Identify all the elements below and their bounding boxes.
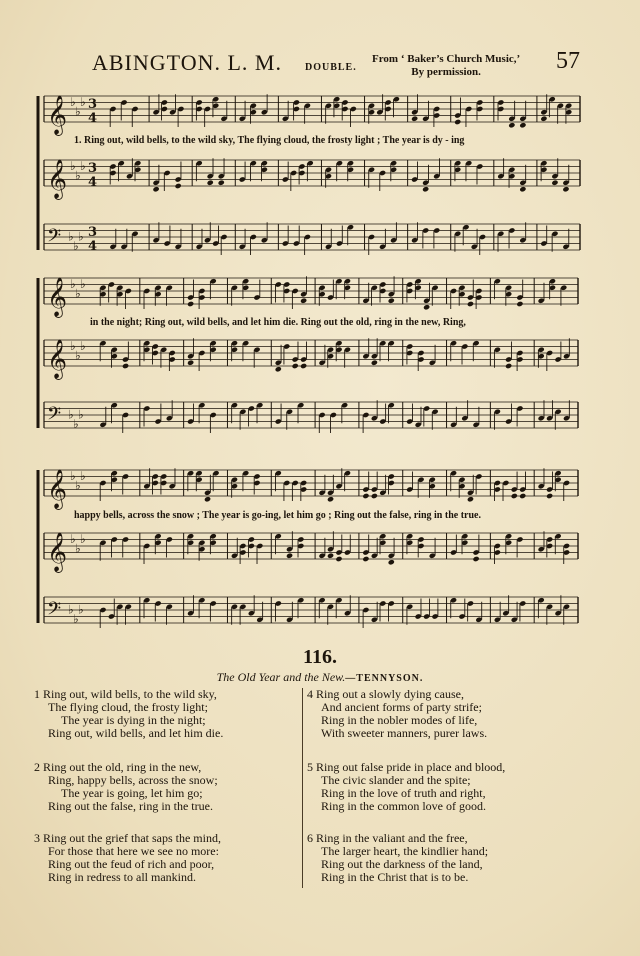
flat-sign: ♭ bbox=[75, 286, 81, 301]
verse-3 bbox=[34, 832, 221, 884]
flat-sign: ♭ bbox=[80, 338, 86, 353]
bass-clef: 𝄢 bbox=[47, 403, 62, 429]
note-head bbox=[187, 301, 194, 307]
hymn-title: The Old Year and the New. bbox=[216, 670, 346, 684]
note-head bbox=[300, 363, 307, 369]
treble-clef: 𝄞 bbox=[47, 276, 68, 317]
note-head bbox=[175, 183, 182, 189]
flat-sign: ♭ bbox=[70, 468, 76, 483]
verse-line: The larger heart, the kindlier hand; bbox=[321, 844, 489, 858]
note-head bbox=[472, 556, 479, 562]
verse-line: Ring out the darkness of the land, bbox=[321, 857, 483, 871]
note-head bbox=[371, 360, 378, 366]
verse-line: 6 Ring in the valiant and the free, bbox=[307, 831, 468, 845]
verse-line: 3 Ring out the grief that saps the mind, bbox=[34, 831, 221, 845]
flat-sign: ♭ bbox=[78, 229, 84, 244]
verse-1 bbox=[34, 688, 223, 740]
note-head bbox=[508, 122, 515, 128]
flat-sign: ♭ bbox=[80, 94, 86, 109]
note-head bbox=[292, 363, 299, 369]
flat-sign: ♭ bbox=[80, 276, 86, 291]
flat-sign: ♭ bbox=[75, 104, 81, 119]
note-head bbox=[519, 493, 526, 499]
flat-sign: ♭ bbox=[73, 612, 79, 626]
note-head bbox=[218, 180, 225, 186]
note-head bbox=[371, 493, 378, 499]
verse-line: 5 Ring out false pride in place and blood, bbox=[307, 760, 506, 774]
note-head bbox=[505, 363, 512, 369]
time-signature-numerator: 3 bbox=[88, 97, 98, 112]
note-head bbox=[546, 493, 553, 499]
flat-sign: ♭ bbox=[68, 229, 74, 244]
note-head bbox=[454, 119, 461, 125]
verse-line: 1 Ring out, wild bells, to the wild sky, bbox=[34, 687, 217, 701]
hymn-author: —TENNYSON. bbox=[345, 673, 424, 684]
treble-clef: 𝄞 bbox=[47, 468, 68, 509]
bass-clef: 𝄢 bbox=[47, 225, 62, 251]
note-head bbox=[275, 366, 282, 372]
verse-line: The civic slander and the spite; bbox=[321, 773, 471, 787]
verse-line: The flying cloud, the frosty light; bbox=[48, 700, 208, 714]
flat-sign: ♭ bbox=[70, 158, 76, 173]
verse-line: The year is going, let him go; bbox=[61, 786, 203, 800]
flat-sign: ♭ bbox=[73, 239, 79, 253]
flat-sign: ♭ bbox=[80, 531, 86, 546]
verse-6 bbox=[307, 832, 488, 884]
time-signature-numerator: 3 bbox=[88, 161, 98, 176]
verse-line: Ring in the common love of good. bbox=[321, 799, 486, 813]
verse-4 bbox=[307, 688, 487, 740]
flat-sign: ♭ bbox=[68, 407, 74, 422]
note-head bbox=[204, 496, 211, 502]
flat-sign: ♭ bbox=[70, 531, 76, 546]
flat-sign: ♭ bbox=[75, 348, 81, 363]
flat-sign: ♭ bbox=[75, 478, 81, 493]
treble-clef: 𝄞 bbox=[47, 531, 68, 572]
lyric-line-2: in the night; Ring out, wild bells, and let him die. Ring out the old, ring in the new, Ring, bbox=[90, 317, 466, 328]
verse-line: Ring, happy bells, across the snow; bbox=[48, 773, 218, 787]
verse-line: The year is dying in the night; bbox=[61, 713, 206, 727]
verse-line: 4 Ring out a slowly dying cause, bbox=[307, 687, 464, 701]
verse-line: Ring in the Christ that is to be. bbox=[321, 870, 469, 884]
note-head bbox=[362, 556, 369, 562]
hymn-subtitle bbox=[0, 670, 640, 685]
note-head bbox=[467, 301, 474, 307]
meter-double-label: DOUBLE. bbox=[305, 62, 357, 73]
hymn-number: 116. bbox=[303, 646, 337, 668]
note-head bbox=[423, 304, 430, 310]
note-head bbox=[422, 186, 429, 192]
flat-sign: ♭ bbox=[73, 417, 79, 431]
verse-line: Ring out the false, ring in the true. bbox=[48, 799, 213, 813]
flat-sign: ♭ bbox=[68, 602, 74, 617]
note-head bbox=[540, 116, 547, 122]
flat-sign: ♭ bbox=[70, 94, 76, 109]
flat-sign: ♭ bbox=[75, 168, 81, 183]
note-head bbox=[122, 363, 129, 369]
note-head bbox=[327, 496, 334, 502]
page-number: 57 bbox=[556, 48, 580, 74]
flat-sign: ♭ bbox=[78, 602, 84, 617]
verse-line: Ring in redress to all mankind. bbox=[48, 870, 196, 884]
note-head bbox=[300, 298, 307, 304]
verse-line: Ring out, wild bells, and let him die. bbox=[48, 726, 224, 740]
treble-clef: 𝄞 bbox=[47, 94, 68, 135]
time-signature-numerator: 3 bbox=[88, 225, 98, 240]
verse-line: Ring in the nobler modes of life, bbox=[321, 713, 478, 727]
lyric-line-1: 1. Ring out, wild bells, to the wild sky, The flying cloud, the frosty light ; The year is dy - ing bbox=[74, 135, 465, 146]
note-head bbox=[362, 493, 369, 499]
treble-clef: 𝄞 bbox=[47, 338, 68, 379]
note-head bbox=[551, 180, 558, 186]
treble-clef: 𝄞 bbox=[47, 158, 68, 199]
verse-line: Ring in the love of truth and right, bbox=[321, 786, 486, 800]
credit-line-2: By permission. bbox=[411, 66, 481, 78]
note-head bbox=[511, 493, 518, 499]
time-signature-denominator: 4 bbox=[88, 175, 98, 190]
note-head bbox=[388, 298, 395, 304]
note-head bbox=[467, 496, 474, 502]
verse-line: And ancient forms of party strife; bbox=[321, 700, 482, 714]
flat-sign: ♭ bbox=[70, 338, 76, 353]
verse-2 bbox=[34, 761, 218, 813]
bass-clef: 𝄢 bbox=[47, 598, 62, 624]
verse-line: With sweeter manners, purer laws. bbox=[321, 726, 488, 740]
note-head bbox=[562, 186, 569, 192]
note-head bbox=[411, 116, 418, 122]
verse-line: Ring out the feud of rich and poor, bbox=[48, 857, 215, 871]
note-head bbox=[388, 559, 395, 565]
flat-sign: ♭ bbox=[80, 158, 86, 173]
flat-sign: ♭ bbox=[80, 468, 86, 483]
note-head bbox=[207, 180, 214, 186]
flat-sign: ♭ bbox=[75, 541, 81, 556]
verse-line: For those that here we see no more: bbox=[48, 844, 219, 858]
verse-5 bbox=[307, 761, 505, 813]
time-signature-denominator: 4 bbox=[88, 239, 98, 254]
note-head bbox=[327, 553, 334, 559]
note-head bbox=[519, 122, 526, 128]
lyric-line-3: happy bells, across the snow ; The year is go-ing, let him go ; Ring out the false, ring in the true. bbox=[74, 510, 481, 521]
note-head bbox=[335, 556, 342, 562]
note-head bbox=[152, 186, 159, 192]
time-signature-denominator: 4 bbox=[88, 111, 98, 126]
note-head bbox=[516, 301, 523, 307]
verse-line: 2 Ring out the old, ring in the new, bbox=[34, 760, 202, 774]
note-head bbox=[519, 186, 526, 192]
tune-title: ABINGTON. L. M. bbox=[92, 50, 282, 75]
flat-sign: ♭ bbox=[70, 276, 76, 291]
flat-sign: ♭ bbox=[78, 407, 84, 422]
column-divider bbox=[302, 688, 303, 888]
note-head bbox=[187, 360, 194, 366]
credit-line-1: From ‘ Baker’s Church Music,’ bbox=[372, 53, 521, 65]
note-head bbox=[286, 553, 293, 559]
